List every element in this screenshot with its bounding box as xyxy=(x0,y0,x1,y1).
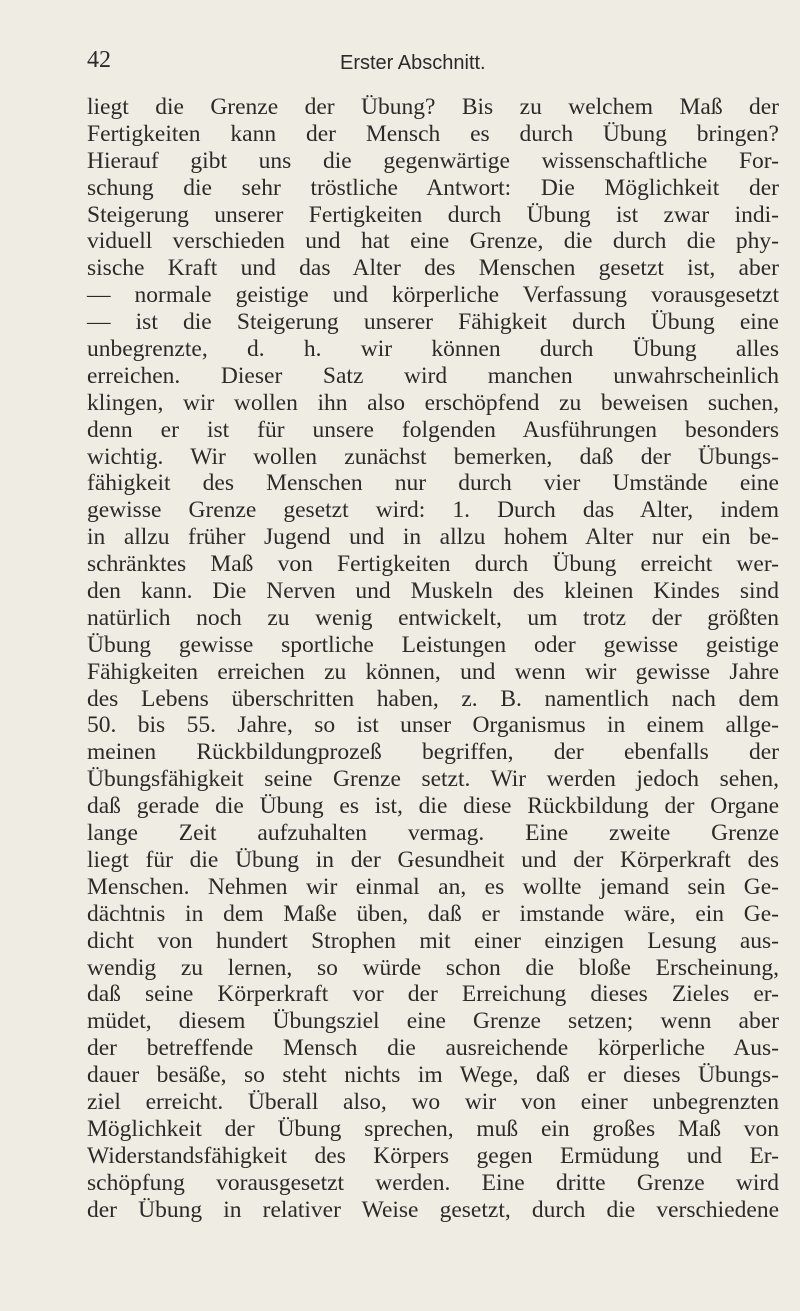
text-line: schung die sehr tröstliche Antwort: Die Möglichkeit der xyxy=(87,174,779,201)
text-line: Möglichkeit der Übung sprechen, muß ein großes Maß von xyxy=(87,1115,779,1142)
text-line: klingen, wir wollen ihn also erschöpfend zu beweisen suchen, xyxy=(87,389,779,416)
text-line: Übung gewisse sportliche Leistungen oder gewisse geistige xyxy=(87,631,779,658)
text-line: unbegrenzte, d. h. wir können durch Übung alles xyxy=(87,336,779,363)
text-line: daß gerade die Übung es ist, die diese Rückbildung der Organe xyxy=(87,793,779,820)
text-line: — normale geistige und körperliche Verfassung vorausgesetzt xyxy=(87,282,779,309)
page-number: 42 xyxy=(87,47,111,73)
text-line: Hierauf gibt uns die gegenwärtige wissenschaftliche For- xyxy=(87,147,779,174)
text-line: dicht von hundert Strophen mit einer einzigen Lesung aus- xyxy=(87,927,779,954)
text-line: Menschen. Nehmen wir einmal an, es wollte jemand sein Ge- xyxy=(87,873,779,900)
text-line: dächtnis in dem Maße üben, daß er imstande wäre, ein Ge- xyxy=(87,900,779,927)
text-line: fähigkeit des Menschen nur durch vier Umstände eine xyxy=(87,470,779,497)
text-line: des Lebens überschritten haben, z. B. namentlich nach dem xyxy=(87,685,779,712)
text-line: der Übung in relativer Weise gesetzt, durch die verschiedene xyxy=(87,1196,779,1223)
text-line: Fertigkeiten kann der Mensch es durch Übung bringen? xyxy=(87,120,779,147)
text-line: denn er ist für unsere folgenden Ausführungen besonders xyxy=(87,416,779,443)
text-line: natürlich noch zu wenig entwickelt, um trotz der größten xyxy=(87,604,779,631)
text-line: gewisse Grenze gesetzt wird: 1. Durch das Alter, indem xyxy=(87,497,779,524)
running-head: Erster Abschnitt. xyxy=(340,52,486,74)
text-line: den kann. Die Nerven und Muskeln des kleinen Kindes sind xyxy=(87,578,779,605)
text-line: Übungsfähigkeit seine Grenze setzt. Wir werden jedoch sehen, xyxy=(87,766,779,793)
text-line: schränktes Maß von Fertigkeiten durch Übung erreicht wer- xyxy=(87,551,779,578)
text-line: der betreffende Mensch die ausreichende körperliche Aus- xyxy=(87,1035,779,1062)
text-line: wendig zu lernen, so würde schon die bloße Erscheinung, xyxy=(87,954,779,981)
text-line: ziel erreicht. Überall also, wo wir von einer unbegrenzten xyxy=(87,1088,779,1115)
text-line: Fähigkeiten erreichen zu können, und wenn wir gewisse Jahre xyxy=(87,658,779,685)
text-line: Steigerung unserer Fertigkeiten durch Übung ist zwar indi- xyxy=(87,201,779,228)
text-line: schöpfung vorausgesetzt werden. Eine dritte Grenze wird xyxy=(87,1169,779,1196)
text-line: dauer besäße, so steht nichts im Wege, daß er dieses Übungs- xyxy=(87,1062,779,1089)
text-line: in allzu früher Jugend und in allzu hohem Alter nur ein be- xyxy=(87,524,779,551)
text-line: viduell verschieden und hat eine Grenze, die durch die phy- xyxy=(87,228,779,255)
body-text xyxy=(87,94,779,1223)
text-line: daß seine Körperkraft vor der Erreichung dieses Zieles er- xyxy=(87,981,779,1008)
text-line: meinen Rückbildungprozeß begriffen, der ebenfalls der xyxy=(87,739,779,766)
text-line: — ist die Steigerung unserer Fähigkeit durch Übung eine xyxy=(87,309,779,336)
text-line: liegt die Grenze der Übung? Bis zu welchem Maß der xyxy=(87,94,779,120)
text-line: liegt für die Übung in der Gesundheit und der Körperkraft des xyxy=(87,846,779,873)
text-line: sische Kraft und das Alter des Menschen gesetzt ist, aber xyxy=(87,255,779,282)
text-line: erreichen. Dieser Satz wird manchen unwahrscheinlich xyxy=(87,362,779,389)
text-line: 50. bis 55. Jahre, so ist unser Organismus in einem allge- xyxy=(87,712,779,739)
text-line: lange Zeit aufzuhalten vermag. Eine zweite Grenze xyxy=(87,820,779,847)
text-line: Widerstandsfähigkeit des Körpers gegen Ermüdung und Er- xyxy=(87,1142,779,1169)
text-line: wichtig. Wir wollen zunächst bemerken, daß der Übungs- xyxy=(87,443,779,470)
text-line: müdet, diesem Übungsziel eine Grenze setzen; wenn aber xyxy=(87,1008,779,1035)
